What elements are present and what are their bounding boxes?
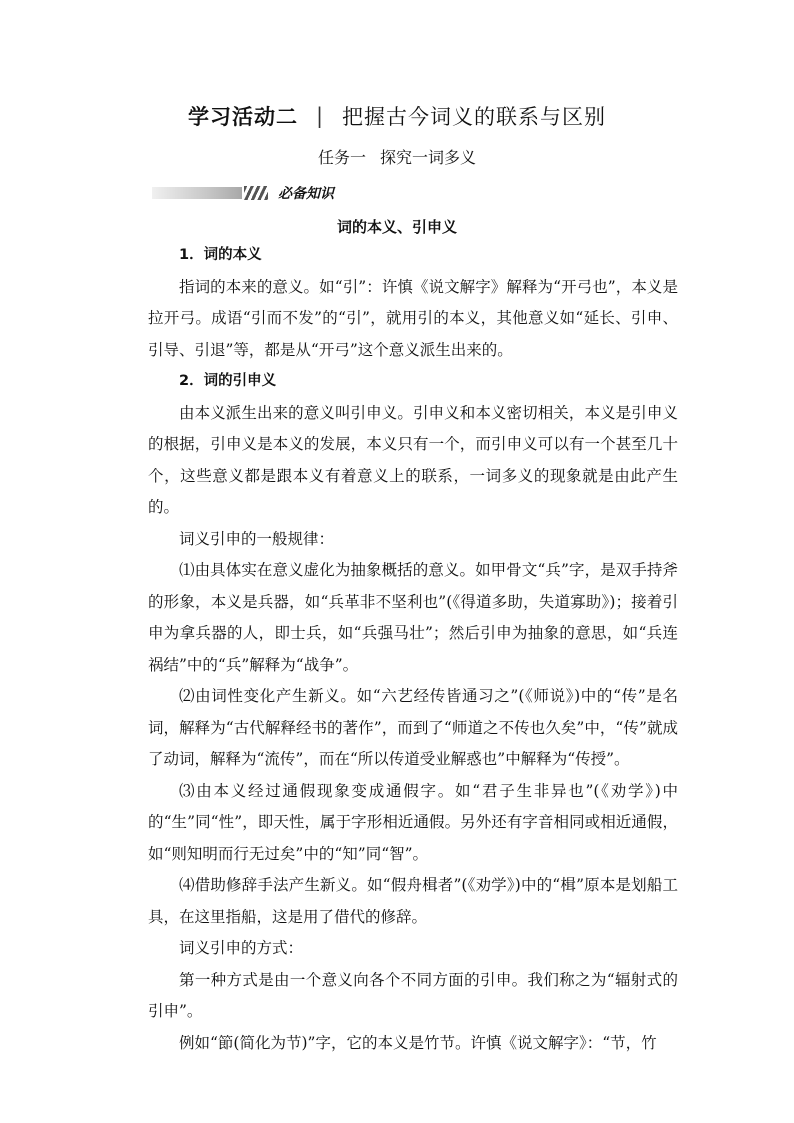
- task-title: 探究一词多义: [380, 148, 477, 167]
- paragraph: 第一种方式是由一个意义向各个不同方面的引申。我们称之为“辐射式的引申”。: [148, 970, 678, 1020]
- title-separator: |: [315, 104, 325, 128]
- banner-slash-icon: [244, 186, 268, 200]
- section-banner: [152, 183, 334, 203]
- paragraph: 由本义派生出来的意义叫引申义。引申义和本义密切相关，本义是引申义的根据，引申义是本义的发展，本义只有一个，而引申义可以有一个甚至几十个，这些意义都是跟本义有着意义上的联系，一词多义的现象就是由此产生的。: [148, 403, 678, 516]
- section-label: 必备知识: [278, 186, 334, 202]
- activity-title: 把握古今词义的联系与区别: [342, 105, 607, 129]
- paragraph: ⑵由词性变化产生新义。如“六艺经传皆通习之”(《师说》)中的“传”是名词，解释为“古代解释经书的著作”，而到了“师道之不传也久矣”中，“传”就成了动词，解释为“流传”，而在“所以传道受业解惑也”中解释为“传授”。: [148, 687, 678, 768]
- section-heading: 词的本义、引申义: [336, 218, 457, 236]
- subheading-extended-meaning: 2．词的引申义: [179, 373, 277, 389]
- paragraph: ⑶由本义经过通假现象变成通假字。如“君子生非异也”(《劝学》)中的“生”同“性”，即天性，属于字形相近通假。另外还有字音相同或相近通假，如“则知明而行无过矣”中的“知”同“智”。: [148, 781, 678, 863]
- body-text: [148, 240, 678, 1059]
- paragraph: 词义引申的一般规律：: [179, 529, 335, 548]
- subheading-original-meaning: 1．词的本义: [179, 247, 262, 263]
- page-title: [0, 100, 794, 132]
- paragraph: ⑷借助修辞手法产生新义。如“假舟楫者”(《劝学》)中的“楫”原本是划船工具，在这里指船，这是用了借代的修辞。: [148, 876, 678, 926]
- paragraph: ⑴由具体实在意义虚化为抽象概括的意义。如甲骨文“兵”字，是双手持斧的形象，本义是兵器，如“兵革非不坚利也”(《得道多助，失道寡助》)；接着引申为拿兵器的人，即士兵，如“兵强马壮”；然后引申为抽象的意思，如“兵连祸结”中的“兵”解释为“战争”。: [148, 561, 678, 674]
- task-subtitle: [0, 145, 794, 168]
- paragraph: 词义引申的方式：: [179, 939, 304, 957]
- activity-label: 学习活动二: [187, 105, 298, 129]
- paragraph: 例如“節(简化为节)”字，它的本义是竹节。许慎《说文解字》：“节，竹: [179, 1033, 657, 1052]
- banner-gradient-decoration: [152, 187, 242, 199]
- task-label: 任务一: [317, 148, 366, 167]
- paragraph: 指词的本来的意义。如“引”：许慎《说文解字》解释为“开弓也”，本义是拉开弓。成语“引而不发”的“引”，就用引的本义，其他意义如“延长、引申、引导、引退”等，都是从“开弓”这个意义派生出来的。: [148, 277, 678, 359]
